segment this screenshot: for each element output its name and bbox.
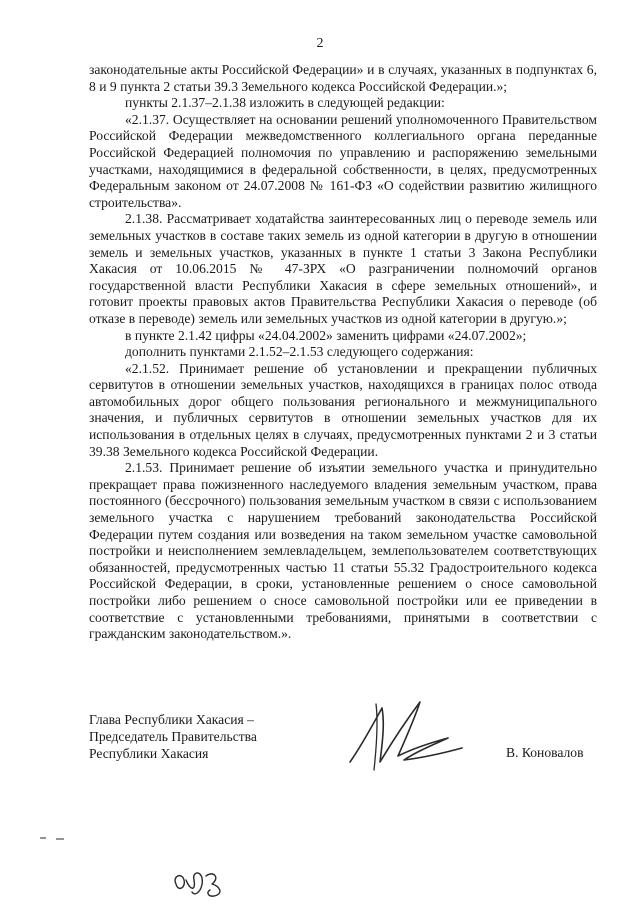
page-number: 2 <box>316 36 324 51</box>
handwritten-signature <box>330 690 480 780</box>
handwritten-initials <box>170 862 230 902</box>
signatory-title-line: Республики Хакасия <box>89 746 209 761</box>
paragraph: 2.1.38. Рассматривает ходатайства заинтересованных лиц о переводе земель или земельных участков в составе таких земель из одной категории в другую в отношении земель и земельных участков, указанных в пункте 1 статьи 3 Закона Республики Хакасия от 10.06.2015 № 47-ЗРХ «О разграничении полномочий органов государственной власти Республики Хакасия в сфере земельных отношений», и готовит проекты правовых актов Правительства Республики Хакасия о переводе (об отказе в переводе) земель или земельных участков из одной категории в другую.»; <box>89 211 597 326</box>
paragraph: «2.1.52. Принимает решение об установлении и прекращении публичных сервитутов в отношении земельных участков, находящихся в границах полос отвода автомобильных дорог общего пользования регионального и межмуниципального значения, и публичных сервитутов в отношении земельных участков для их использования в отдельных целях в случаях, предусмотренных пунктами 2 и 3 статьи 39.38 Земельного кодекса Российской Федерации. <box>89 360 597 459</box>
signatory-name: В. Коновалов <box>506 745 584 760</box>
paragraph: пункты 2.1.37–2.1.38 изложить в следующей редакции: <box>125 95 445 111</box>
paragraph: в пункте 2.1.42 цифры «24.04.2002» заменить цифрами «24.07.2002»; <box>125 327 527 343</box>
signatory-title-line: Глава Республики Хакасия – <box>89 712 254 727</box>
paragraph: «2.1.37. Осуществляет на основании решений уполномоченного Правительством Российской Федерации межведомственного коллегиального органа переданные Российской Федерацией полномочия по управлению и распоряжению земельными участками, находящимися в федеральной собственности, в целях, предусмотренных Федеральным законом от 24.07.2008 № 161-ФЗ «О содействии развитию жилищного строительства». <box>89 111 597 210</box>
signatory-title-line: Председатель Правительства <box>89 729 257 744</box>
signatory-title <box>89 711 257 762</box>
paragraph: дополнить пунктами 2.1.52–2.1.53 следующего содержания: <box>125 344 474 360</box>
margin-mark <box>38 832 78 844</box>
paragraph: 2.1.53. Принимает решение об изъятии земельного участка и принудительно прекращает права пожизненного наследуемого владения земельным участком, права постоянного (бессрочного) пользования земельным участком в связи с использованием земельного участка с нарушением требований законодательства Российской Федерации путем создания или возведения на таком земельном участке самовольной постройки и неисполнением землевладельцем, землепользователем соответствующих обязанностей, предусмотренных частью 11 статьи 55.32 Градостроительного кодекса Российской Федерации, в сроки, установленные решением о сносе самовольной постройки либо решением о сносе самовольной постройки или ее приведении в соответствие с установленными требованиями, принятыми в соответствии с гражданским законодательством.». <box>89 460 597 642</box>
document-body <box>89 62 597 643</box>
paragraph: законодательные акты Российской Федерации» и в случаях, указанных в подпунктах 6, 8 и 9 пункта 2 статьи 39.3 Земельного кодекса Российской Федерации.»; <box>89 62 597 94</box>
